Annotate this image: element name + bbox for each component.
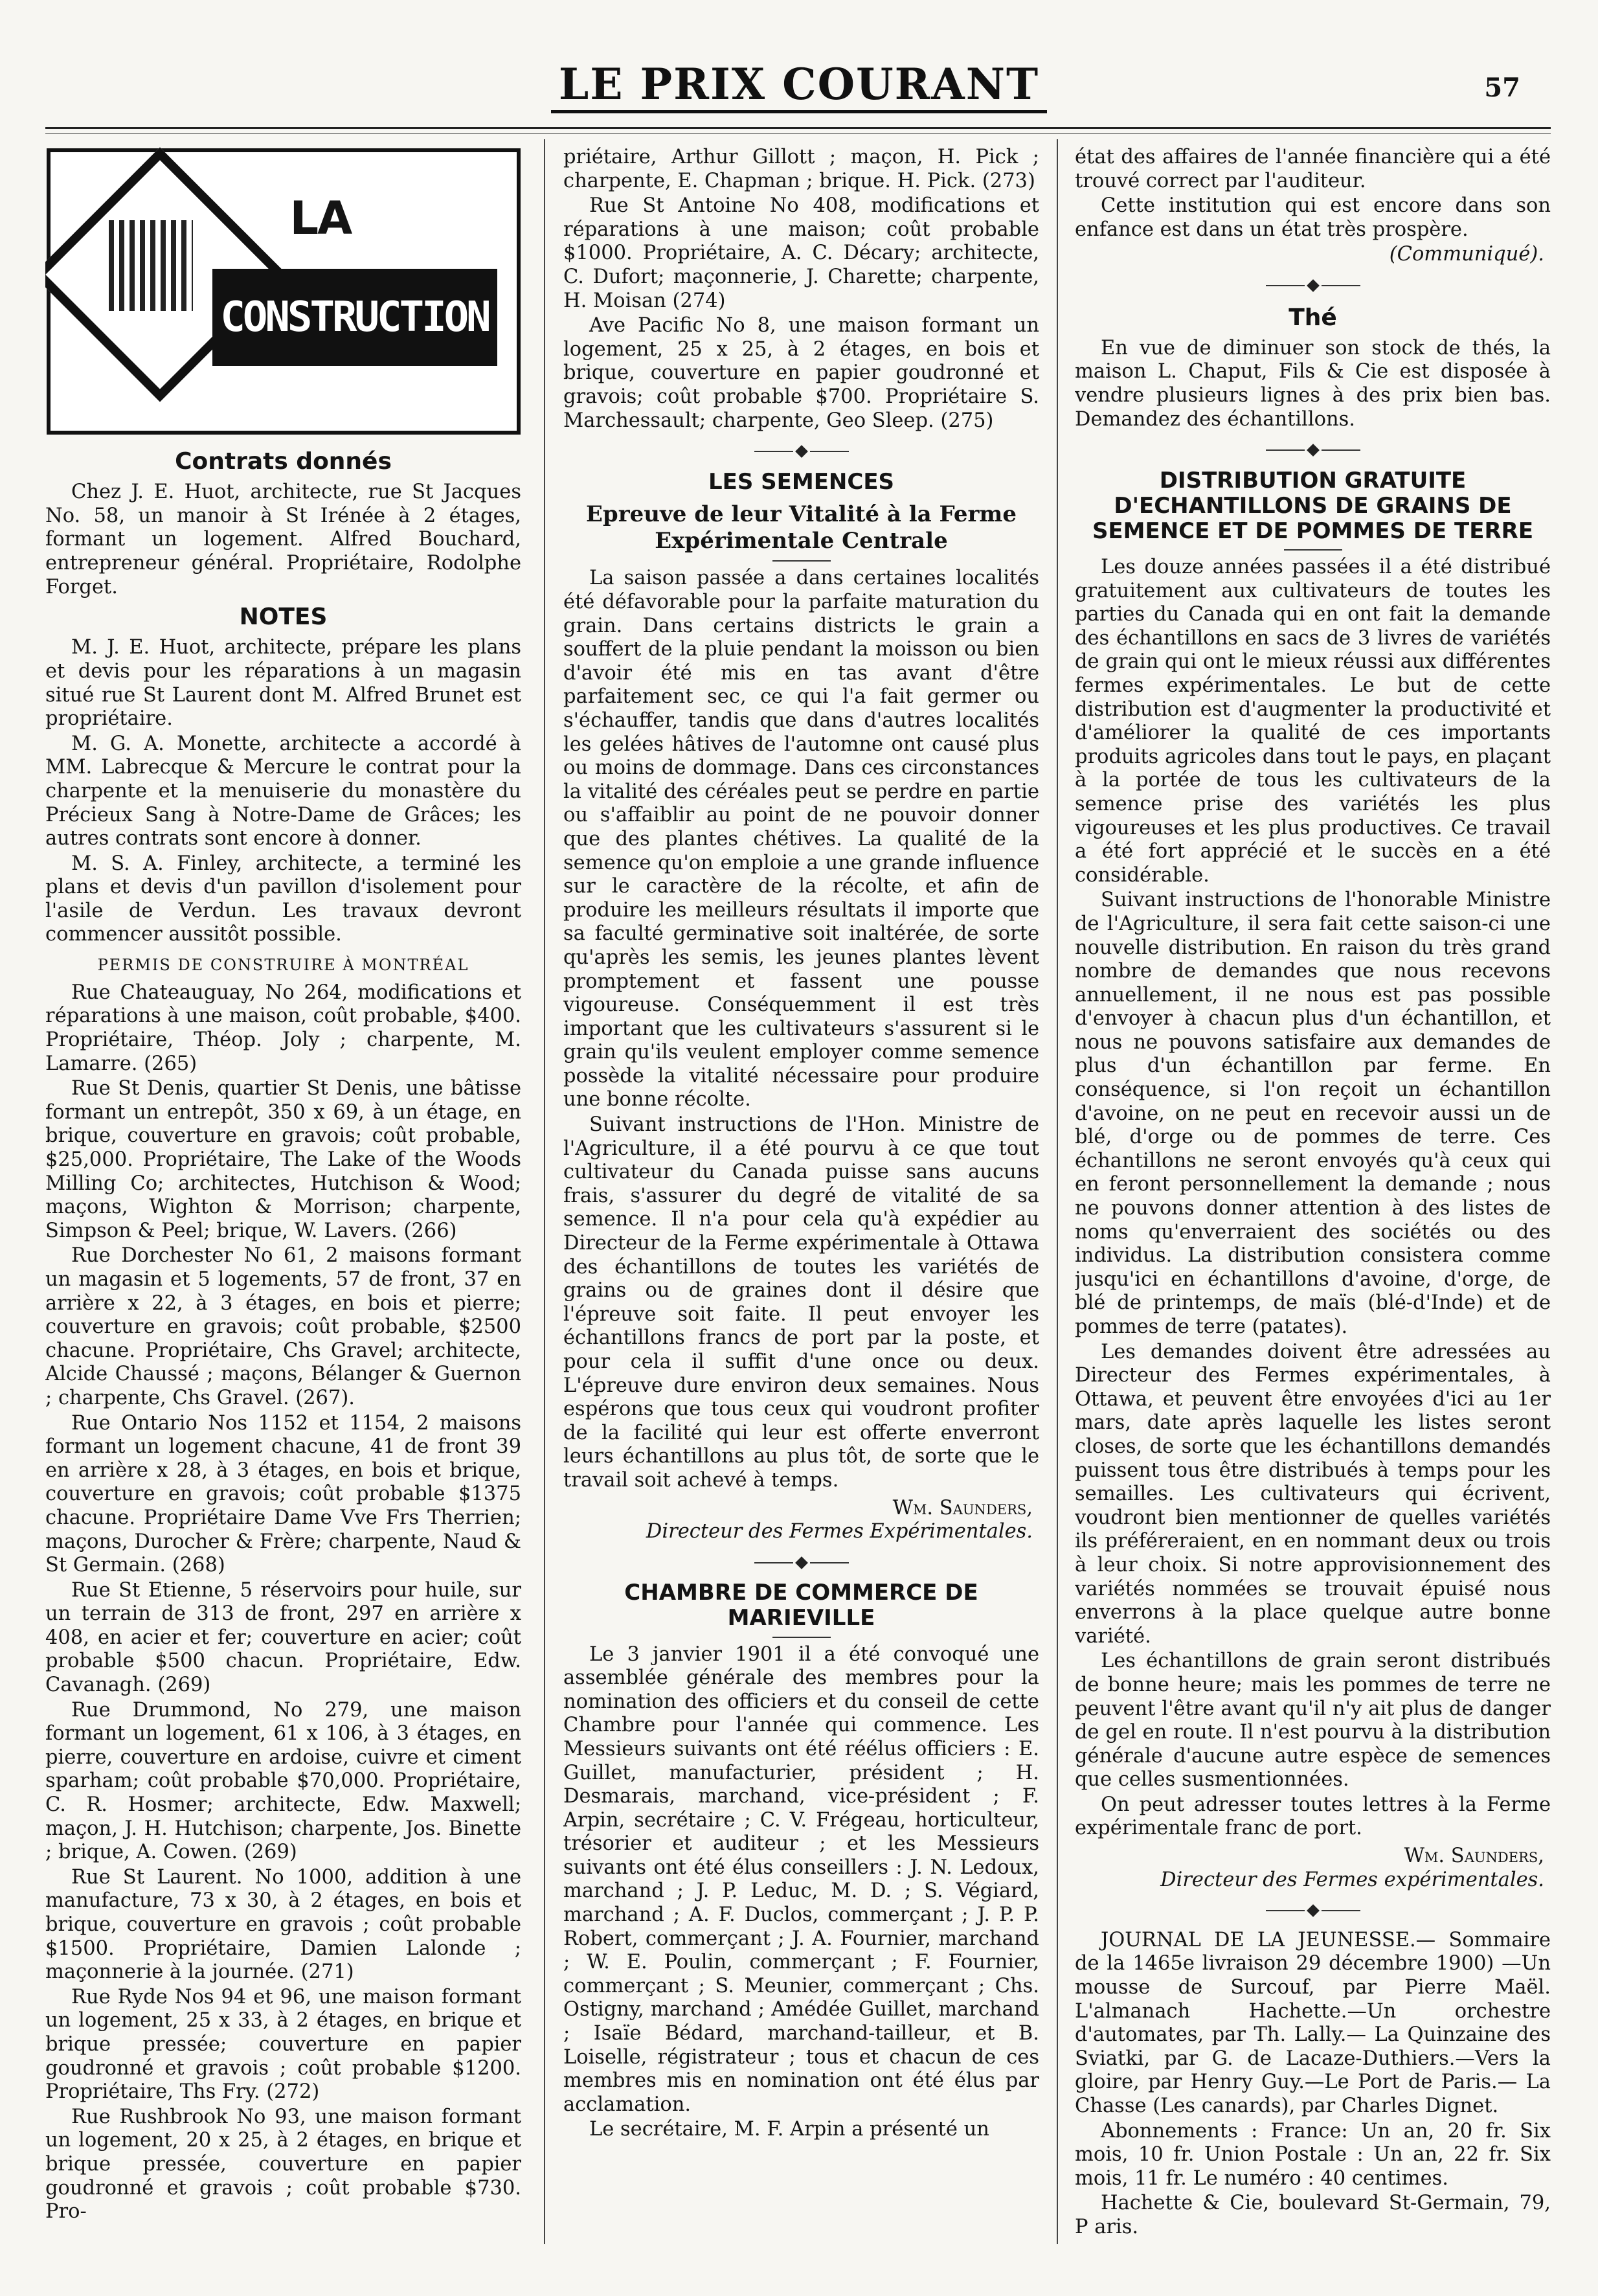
chambre-paragraph: Le secrétaire, M. F. Arpin a présenté un [589, 2118, 989, 2141]
logo-word: CONSTRUCTION [212, 269, 497, 366]
journal-paragraph: JOURNAL DE LA JEUNESSE.— Sommaire de la 1465e livraison 29 décembre 1900) —Un mousse de Surcouf, par Pierre Maël. L'almanach Hachette.—Un orchestre d'automates, par Th. Lally.— La Quinzaine des Sviatki, par G. de Lacaze-Duthiers.—Vers la gloire, par Henry Guy.—Le Port de Paris.— La Chasse (Les canards), par Charles Dignet. [1075, 1928, 1551, 2117]
short-rule [772, 1637, 831, 1638]
logo-building-icon [109, 220, 193, 311]
notes-title: NOTES [239, 604, 328, 631]
semences-signature: Wm. Saunders, [892, 1496, 1033, 1519]
permis-item: Ave Pacific No 8, une maison formant un logement, 25 x 25, à 2 étages, en bois et brique, couverture en papier goudronné et gravois; coût probable $700. Propriétaire S. Marchessault; charpente, Geo Sleep. (275) [563, 314, 1039, 432]
logo-small-text: LA [289, 192, 352, 245]
permis-item: Rue Drummond, No 279, une maison formant un logement, 61 x 106, à 3 étages, en pierre, couverture en ardoise, cuivre et ciment sparham; coût probable $70,000. Propriétaire, C. R. Hosmer; architecte, Edw. Maxwell; maçon, J. H. Hutchison; charpente, Jos. Binette ; brique, A. Cowen. (269) [45, 1698, 521, 1864]
distribution-paragraph: Les douze années passées il a été distribué gratuitement aux cultivateurs de toutes les parties du Canada qui en ont fait la demande des échantillons en sacs de 3 livres de variétés de grain qui ont le mieux réussi aux différentes fermes expérimentales. Le but de cette distribution est d'augmenter la productivité et d'améliorer la qualité de ces importants produits agricoles dans tout le pays, en plaçant à la portée de tous les cultivateurs de la semence prise des variétés les plus vigoureuses et les plus productives. Ce travail a été fort apprécié et le succès en a été considérable. [1075, 556, 1551, 887]
permis-continued: priétaire, Arthur Gillott ; maçon, H. Pick ; charpente, E. Chapman ; brique. H. Pick. (273) [563, 146, 1039, 192]
masthead [0, 58, 1598, 117]
communique-label: (Communiqué). [1389, 243, 1544, 266]
chambre-paragraph: Cette institution qui est encore dans son enfance est dans un état très prospère. [1075, 194, 1551, 241]
semences-signature-title: Directeur des Fermes Expérimentales. [646, 1520, 1033, 1543]
permis-item: Rue St Antoine No 408, modifications et réparations à une maison; coût probable $1000. Propriétaire, A. C. Décary; architecte, C. Dufort; maçonnerie, J. Charette; charpente, H. Moisan (274) [563, 194, 1039, 312]
permis-title: PERMIS DE CONSTRUIRE À MONTRÉAL [97, 956, 469, 975]
distribution-paragraph: Les demandes doivent être adressées au Directeur des Fermes expérimentales, à Ottawa, et peuvent être envoyées d'ici au 1er mars, date après laquelle les listes seront closes, de sorte que les échantillons demandés puissent tous être distribués à temps pour les semailles. Les cultivateurs qui écrivent, voudront bien mentionner de quelles variétés ils préféreraient, en en nommant deux ou trois à leur choix. Si notre approvisionnement des variétés nommées se trouvait épuisé nous enverrons à la place quelque autre bonne variété. [1075, 1340, 1551, 1648]
permis-item: Rue Chateauguay, No 264, modifications et réparations à une maison, coût probable, $400. Propriétaire, Théop. Joly ; charpente, M. Lamarre. (265) [45, 981, 521, 1075]
semences-paragraph: La saison passée a dans certaines localités été défavorable pour la parfaite maturation du grain. Dans certains districts le grain a souffert de la pluie pendant la moisson ou bien d'avoir été mis en tas avant d'être parfaitement sec, ce qui l'a fait germer ou s'échauffer, tandis que dans d'autres localités les gelées hâtives de l'automne ont causé plus ou moins de dommage. Dans ces circonstances la vitalité des céréales peut se perdre en partie ou s'affaiblir au point de ne pouvoir donner que des plantes chétives. La qualité de la semence qu'on emploie a une grande influence sur le caractère de la récolte, et afin de produire les meilleurs résultats il importe que sa faculté germinative soit inaltérée, de sorte qu'après les semis, les jeunes plantes lèvent promptement et fassent une pousse vigoureuse. Conséquemment il est très important que les cultivateurs s'assurent si le grain qu'ils veulent employer comme semence possède la vitalité nécessaire pour produire une bonne récolte. [563, 567, 1039, 1111]
note-paragraph: M. J. E. Huot, architecte, prépare les plans et devis pour les réparations à un magasin situé rue St Laurent dont M. Alfred Brunet est propriétaire. [45, 636, 521, 731]
short-rule [1284, 549, 1342, 551]
permis-item: Rue St Denis, quartier St Denis, une bâtisse formant un entrepôt, 350 x 69, à un étage, en brique, couverture en gravois; coût probable, $25,000. Propriétaire, The Lake of the Woods Milling Co; architectes, Hutchison & Wood; maçons, Wighton & Morrison; charpente, Simpson & Peel; brique, W. Lavers. (266) [45, 1077, 521, 1242]
column-rule-1 [544, 139, 545, 2244]
chambre-paragraph: Le 3 janvier 1901 il a été convoqué une assemblée générale des membres pour la nomination des officiers et du conseil de cette Chambre pour l'année qui commence. Les Messieurs suivants ont été réélus officiers : E. Guillet, manufacturier, président ; H. Desmarais, marchand, vice-président ; F. Arpin, secrétaire ; C. V. Frégeau, horticulteur, trésorier et auditeur ; et les Messieurs suivants ont été élus conseillers : J. N. Ledoux, marchand ; J. P. Leduc, M. D. ; S. Végiard, marchand ; A. F. Duclos, commerçant ; J. P. P. Robert, commerçant ; J. A. Fournier, marchand ; W. E. Poulin, commerçant ; F. Fournier, commerçant ; S. Meunier, commerçant ; Chs. Ostigny, marchand ; Amédée Guillet, marchand ; Isaïe Bédard, marchand-tailleur, et B. Loiselle, régistrateur ; tous et chacun de ces membres mis en nomination ont été élus par acclamation. [563, 1642, 1039, 2116]
contrats-text: Chez J. E. Huot, architecte, rue St Jacques No. 58, un manoir à St Irénée à 2 étages, formant un logement. Alfred Bouchard, entrepreneur général. Propriétaire, Rodolphe Forget. [45, 481, 521, 598]
permis-item: Rue Dorchester No 61, 2 maisons formant un magasin et 5 logements, 57 de front, 37 en arrière x 22, à 3 étages, en bois et pierre; couverture en gravois; coût probable, $2500 chacune. Propriétaire, Chs Gravel; architecte, Alcide Chaussé ; maçons, Bélanger & Guernon ; charpente, Chs Gravel. (267). [45, 1244, 521, 1409]
separator [563, 1551, 1039, 1574]
masthead-logo: LE PRIX COURANT [551, 58, 1047, 113]
semences-subtitle: Epreuve de leur Vitalité à la Ferme Expérimentale Centrale [586, 501, 1017, 554]
column-rule-2 [1057, 139, 1058, 2244]
la-construction-logo [47, 148, 521, 435]
permis-item: Rue St Laurent. No 1000, addition à une manufacture, 73 x 30, à 2 étages, en bois et brique, couverture en gravois ; coût probable $1500. Propriétaire, Damien Lalonde ; maçonnerie à la journée. (271) [45, 1865, 521, 1984]
distribution-signature-title: Directeur des Fermes expérimentales. [1160, 1868, 1544, 1891]
the-title: Thé [1289, 304, 1337, 331]
page-number: 57 [1484, 73, 1520, 103]
chambre-continued: état des affaires de l'année financière qui a été trouvé correct par l'auditeur. [1075, 146, 1551, 192]
short-rule [772, 560, 831, 562]
chambre-title: CHAMBRE DE COMMERCE DE MARIEVILLE [624, 1580, 978, 1631]
separator [1075, 438, 1551, 462]
permis-item: Rue St Etienne, 5 réservoirs pour huile, sur un terrain de 313 de front, 297 en arrière x 408, en acier et fer; couverture en acier; coût probable $500 chacun. Propriétaire, Edw. Cavanagh. (269) [45, 1578, 521, 1697]
separator [1075, 273, 1551, 297]
column-2 [563, 146, 1039, 2244]
distribution-paragraph: Les échantillons de grain seront distribués de bonne heure; mais les pommes de terre ne peuvent l'être avant qu'il n'y ait plus de danger de gel en route. Il n'est pourvu à la distribution générale d'aucune autre espèce de semences que celles susmentionnées. [1075, 1650, 1551, 1791]
journal-paragraph: Hachette & Cie, boulevard St-Germain, 79, P aris. [1075, 2192, 1551, 2238]
contrats-title: Contrats donnés [175, 448, 392, 475]
the-text: En vue de diminuer son stock de thés, la maison L. Chaput, Fils & Cie est disposée à vendre plusieurs lignes à des prix bien bas. Demandez des échantillons. [1075, 336, 1551, 431]
separator [1075, 1898, 1551, 1922]
distribution-signature: Wm. Saunders, [1404, 1845, 1544, 1868]
distribution-title: DISTRIBUTION GRATUITE D'ECHANTILLONS DE GRAINS DE SEMENCE ET DE POMMES DE TERRE [1092, 467, 1534, 544]
semences-title: LES SEMENCES [708, 468, 895, 495]
distribution-paragraph: Suivant instructions de l'honorable Ministre de l'Agriculture, il sera fait cette saison-ci une nouvelle distribution. En raison du très grand nombre de demandes que nous recevons annuellement, il ne nous est pas possible d'envoyer à chacun plus d'un échantillon, et nous ne pouvons satisfaire aux demandes de plus d'un échantillon par ferme. En conséquence, si l'on reçoit un échantillon d'avoine, on ne peut en recevoir aussi un de blé, d'orge ou de pommes de terre. Ces échantillons ne seront envoyés qu'à ceux qui en feront personnellement la demande ; nous ne pouvons donner attention à des listes de noms qu'enverraient des sociétés ou des individus. La distribution consistera comme jusqu'ici en échantillons d'avoine, d'orge, de blé de printemps, de maïs (blé-d'Inde) et de pommes de terre (patates). [1075, 889, 1551, 1338]
note-paragraph: M. G. A. Monette, architecte a accordé à MM. Labrecque & Mercure le contrat pour la charpente et la menuiserie du monastère du Précieux Sang à Notre-Dame de Grâces; les autres contrats sont encore à donner. [45, 732, 521, 850]
permis-item: Rue Ryde Nos 94 et 96, une maison formant un logement, 25 x 33, à 2 étages, en brique et brique pressée; couverture en papier goudronné et gravois ; coût probable $1200. Propriétaire, Ths Fry. (272) [45, 1985, 521, 2104]
permis-item: Rue Rushbrook No 93, une maison formant un logement, 20 x 25, à 2 étages, en brique et brique pressée, couverture en papier goudronné et gravois ; coût probable $730. Pro- [45, 2105, 521, 2223]
column-1 [45, 146, 521, 2244]
note-paragraph: M. S. A. Finley, architecte, a terminé les plans et devis d'un pavillon d'isolement pour l'asile de Verdun. Les travaux devront commencer aussitôt possible. [45, 852, 521, 946]
permis-item: Rue Ontario Nos 1152 et 1154, 2 maisons formant un logement chacune, 41 de front 39 en arrière x 28, à 3 étages, en bois et brique, couverture en gravois; coût probable $1375 chacune. Propriétaire Dame Vve Frs Therrien; maçons, Durocher & Frère; charpente, Naud & St Germain. (268) [45, 1411, 521, 1577]
semences-paragraph: Suivant instructions de l'Hon. Ministre de l'Agriculture, il a été pourvu à ce que tout cultivateur du Canada puisse sans aucuns frais, s'assurer du degré de vitalité de sa semence. Il n'a pour cela qu'à expédier au Directeur de la Ferme expérimentale à Ottawa des échantillons de toutes les variétés de grains ou de graines dont il désire que l'épreuve soit faite. Il peut envoyer les échantillons francs de port par la poste, et pour cela il suffit d'une once ou deux. L'épreuve dure environ deux semaines. Nous espérons que tous ceux qui voudront profiter de la facilité qui leur est offerte enverront leurs échantillons au plus tôt, de sorte que le travail soit achevé à temps. [563, 1113, 1039, 1492]
column-3 [1075, 146, 1551, 2244]
journal-paragraph: Abonnements : France: Un an, 20 fr. Six mois, 10 fr. Union Postale : Un an, 22 fr. Six mois, 11 fr. Le numéro : 40 centimes. [1075, 2119, 1551, 2190]
separator [563, 439, 1039, 463]
top-rule-thin [45, 133, 1551, 134]
distribution-paragraph: On peut adresser toutes lettres à la Ferme expérimentale franc de port. [1075, 1793, 1551, 1840]
top-rule [45, 127, 1551, 129]
